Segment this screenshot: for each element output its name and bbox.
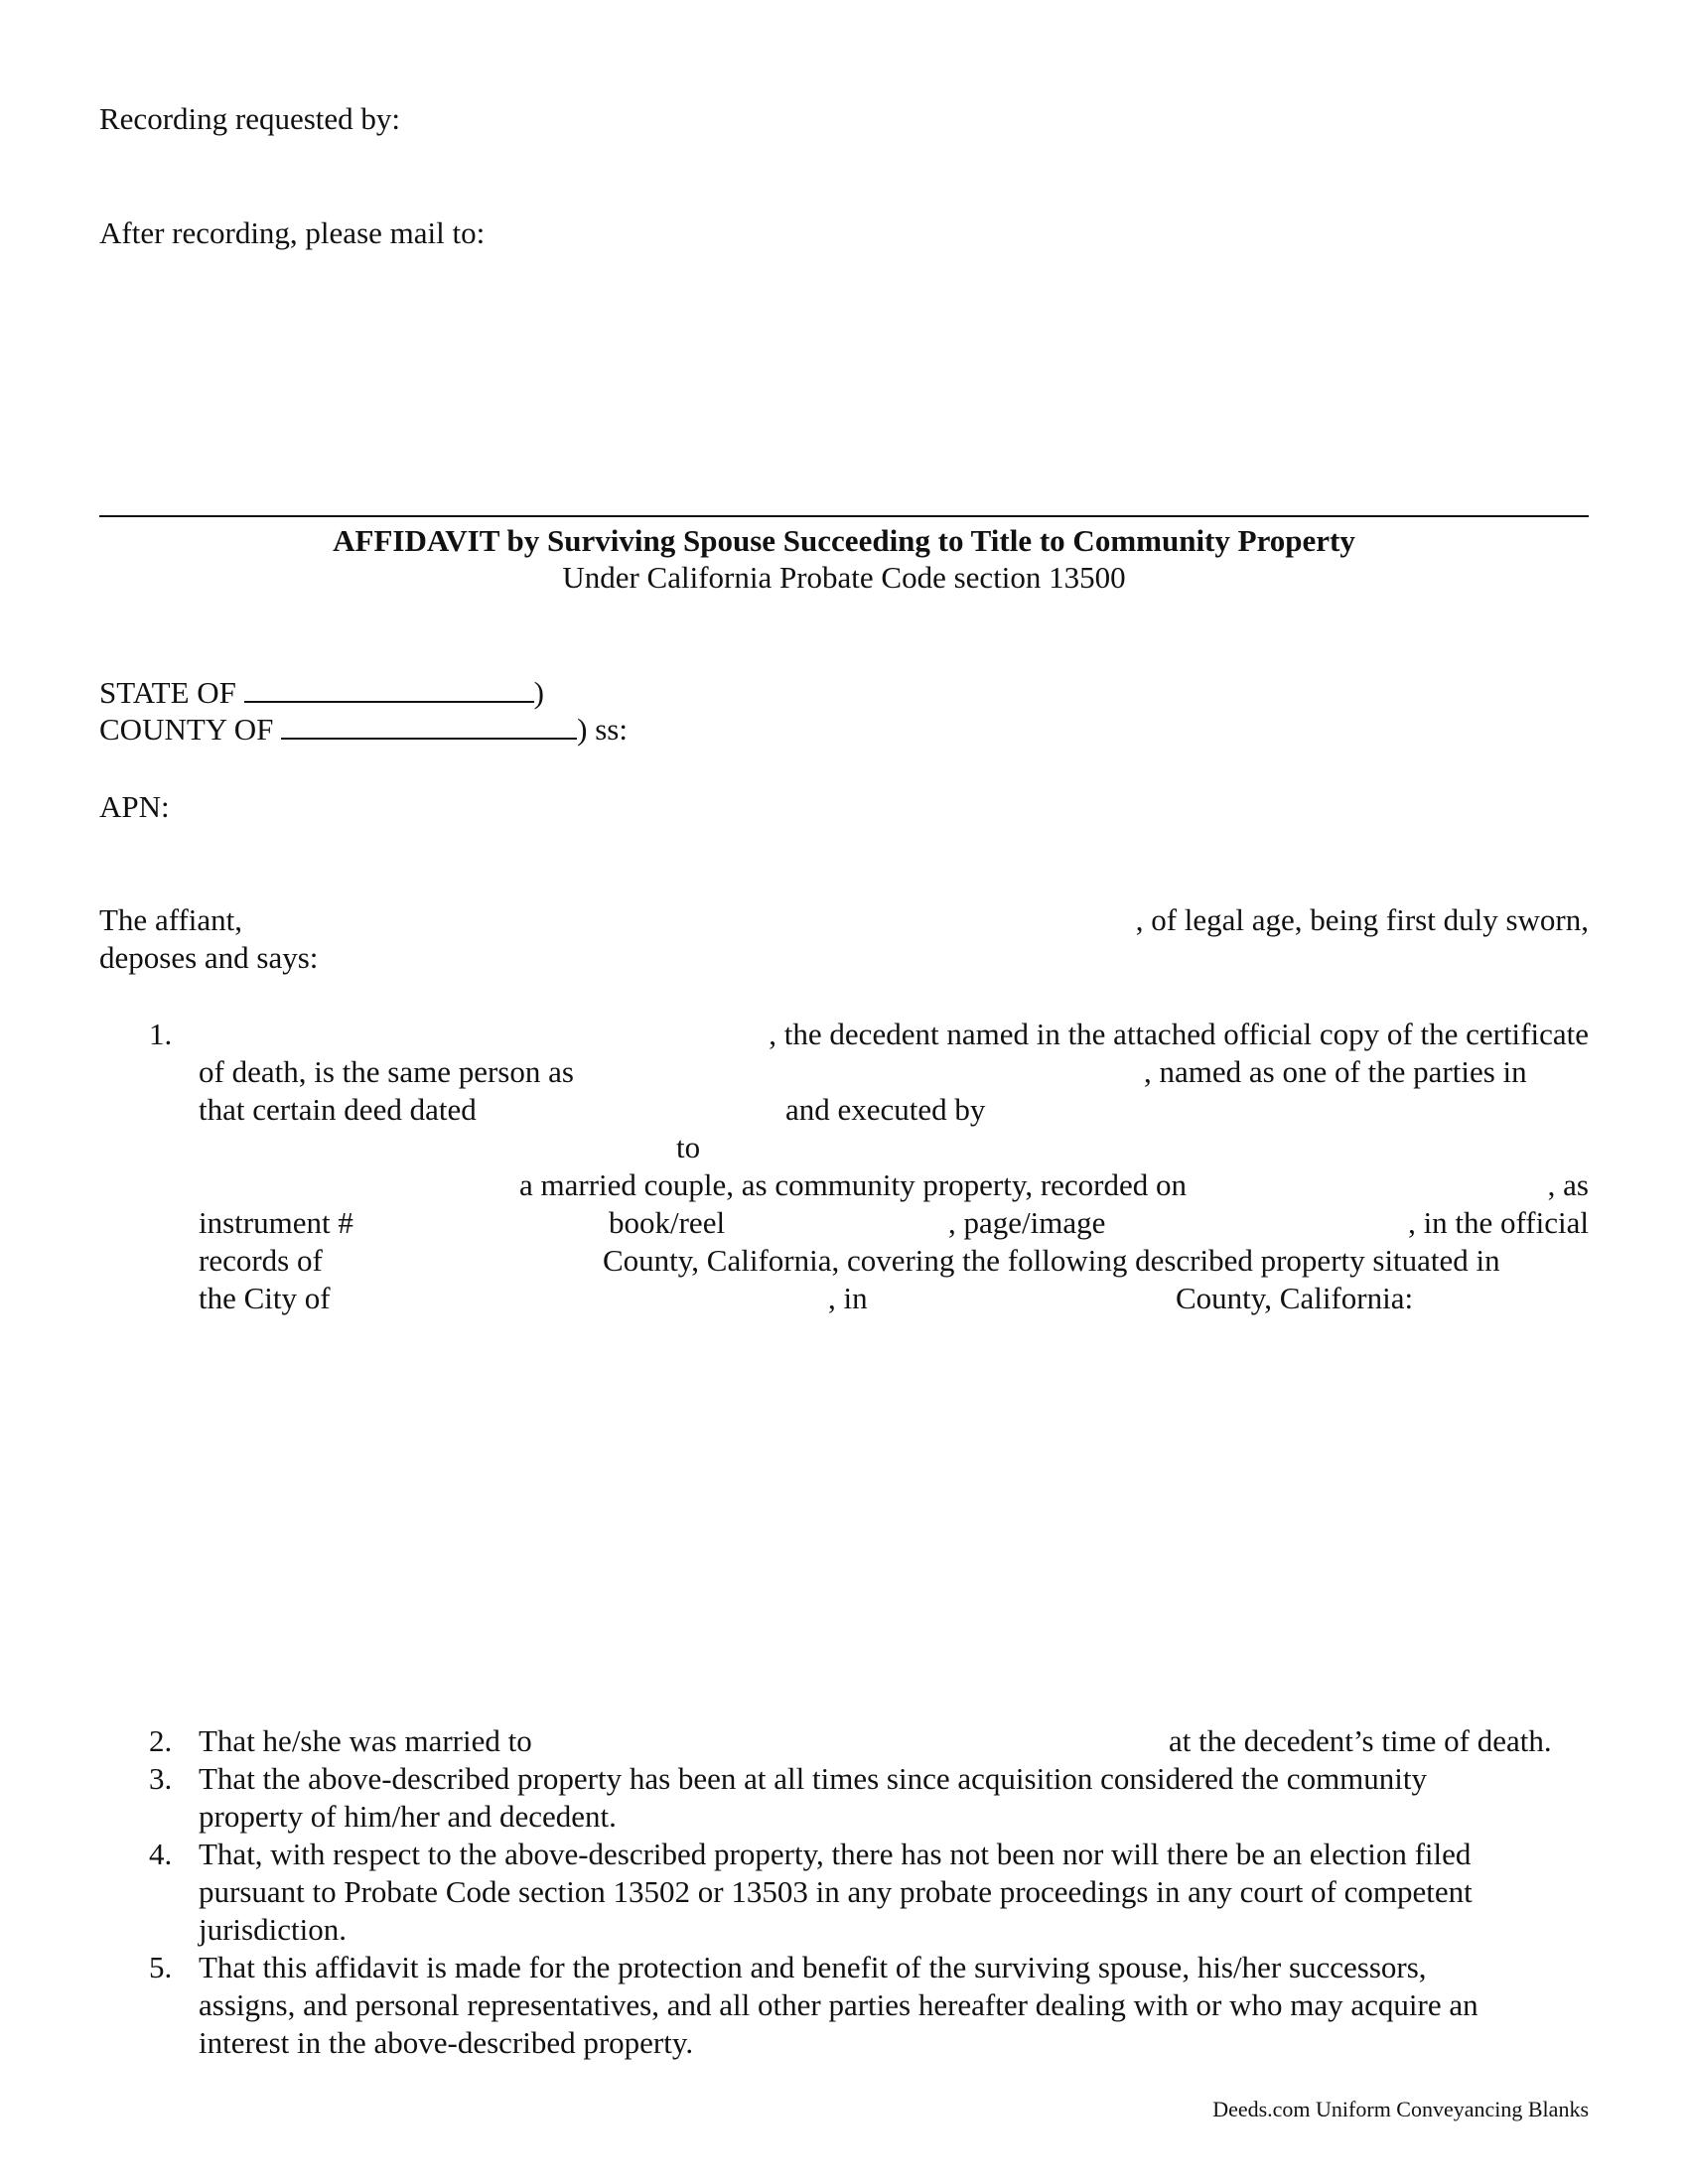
item-1-of-death: of death, is the same person as bbox=[199, 1054, 574, 1089]
state-close: ) bbox=[533, 675, 544, 710]
mail-to-label: After recording, please mail to: bbox=[99, 215, 486, 250]
deposes-text: deposes and says: bbox=[99, 940, 319, 975]
item-1-county-covering: County, California, covering the following described property situated in bbox=[603, 1243, 1500, 1278]
item-2-text-end: at the decedent’s time of death. bbox=[1169, 1723, 1552, 1758]
item-1-married-couple: a married couple, as community property, recorded on bbox=[519, 1167, 1187, 1202]
item-5-line-3: interest in the above-described property. bbox=[199, 2025, 694, 2060]
item-1-executed-by: and executed by bbox=[785, 1092, 986, 1127]
item-4-number: 4. bbox=[149, 1837, 173, 1871]
item-5-line-1: That this affidavit is made for the protection and benefit of the surviving spouse, his/her successors, bbox=[199, 1950, 1427, 1984]
item-1-decedent: , the decedent named in the attached official copy of the certificate bbox=[769, 1017, 1589, 1051]
item-1-named-as: , named as one of the parties in bbox=[1144, 1054, 1527, 1089]
county-close: ) ss: bbox=[577, 712, 628, 747]
document-subtitle: Under California Probate Code section 13500 bbox=[562, 560, 1126, 595]
item-4-line-3: jurisdiction. bbox=[199, 1912, 347, 1947]
item-1-to: to bbox=[676, 1130, 701, 1164]
apn-label: APN: bbox=[99, 789, 170, 824]
state-blank[interactable] bbox=[244, 675, 534, 703]
document-title: AFFIDAVIT by Surviving Spouse Succeeding to Title to Community Property bbox=[333, 523, 1355, 558]
recording-requested-by-label: Recording requested by: bbox=[99, 101, 401, 136]
item-1-city-of: the City of bbox=[199, 1281, 331, 1315]
item-3-line-1: That the above-described property has been at all times since acquisition considered the community bbox=[199, 1761, 1428, 1796]
item-1-as: , as bbox=[1547, 1167, 1589, 1202]
item-3-line-2: property of him/her and decedent. bbox=[199, 1799, 617, 1834]
item-1-page-image: , page/image bbox=[948, 1205, 1106, 1240]
affiant-label: The affiant, bbox=[99, 902, 243, 937]
item-1-number: 1. bbox=[149, 1017, 173, 1051]
item-1-in-official: , in the official bbox=[1408, 1205, 1589, 1240]
county-blank[interactable] bbox=[281, 712, 577, 740]
county-label: COUNTY OF bbox=[99, 712, 274, 747]
item-4-line-2: pursuant to Probate Code section 13502 or 13503 in any probate proceedings in any court of competent bbox=[199, 1874, 1473, 1909]
item-5-number: 5. bbox=[149, 1950, 173, 1984]
state-label: STATE OF bbox=[99, 675, 236, 710]
item-5-line-2: assigns, and personal representatives, and all other parties hereafter dealing with or who may acquire an bbox=[199, 1987, 1478, 2022]
item-3-number: 3. bbox=[149, 1761, 173, 1796]
item-2-text: That he/she was married to bbox=[199, 1723, 532, 1758]
item-4-line-1: That, with respect to the above-described property, there has not been nor will there be an election filed bbox=[199, 1837, 1472, 1871]
state-line bbox=[99, 674, 544, 712]
header-divider bbox=[99, 515, 1589, 517]
item-1-records-of: records of bbox=[199, 1243, 323, 1278]
item-1-instrument: instrument # bbox=[199, 1205, 353, 1240]
legal-age-text: , of legal age, being first duly sworn, bbox=[1135, 902, 1589, 937]
item-1-book-reel: book/reel bbox=[609, 1205, 726, 1240]
item-1-deed-dated: that certain deed dated bbox=[199, 1092, 477, 1127]
item-1-in: , in bbox=[828, 1281, 868, 1315]
footer-credit: Deeds.com Uniform Conveyancing Blanks bbox=[1212, 2097, 1589, 2121]
county-line bbox=[99, 711, 628, 749]
item-1-county-california: County, California: bbox=[1176, 1281, 1414, 1315]
item-2-number: 2. bbox=[149, 1723, 173, 1758]
